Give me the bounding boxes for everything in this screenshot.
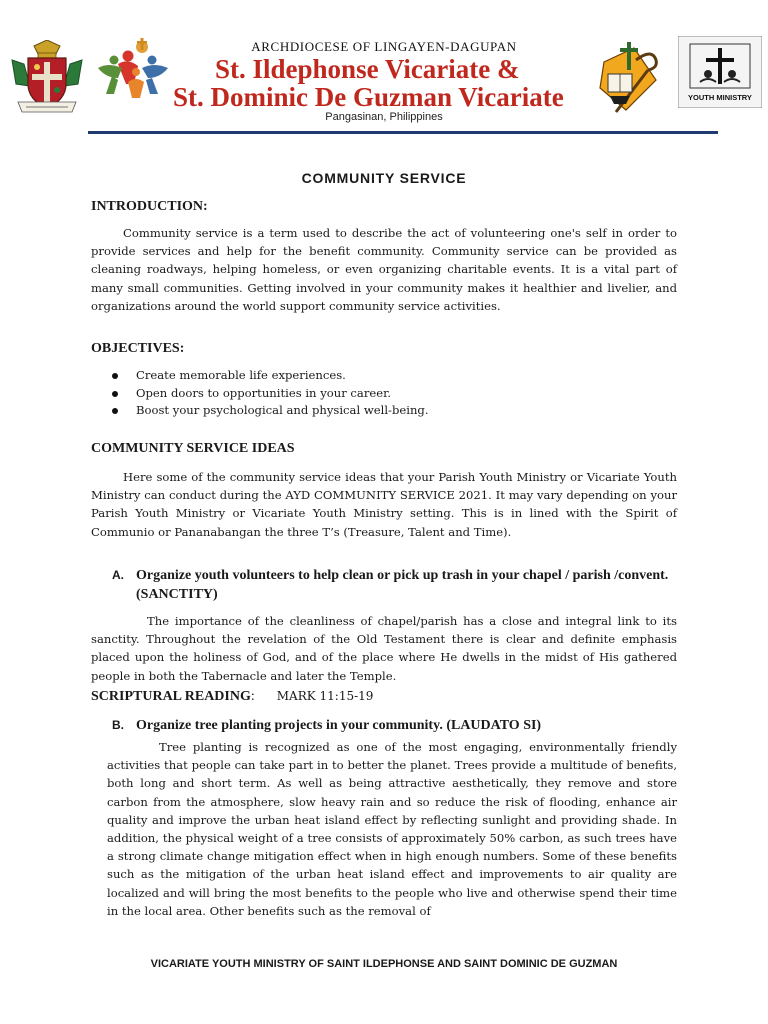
letterhead — [0, 0, 768, 135]
item-a-title — [112, 566, 672, 604]
item-a-letter: A. — [112, 568, 124, 582]
header-divider — [88, 131, 718, 134]
list-item: Create memorable life experiences. — [91, 367, 429, 385]
objectives-heading: OBJECTIVES: — [91, 341, 185, 356]
scriptural-reading-label: SCRIPTURAL READING — [91, 689, 251, 704]
introduction-paragraph — [91, 224, 677, 315]
ideas-text: Here some of the community service ideas that your Parish Youth Ministry or Vicariate Youth Ministry can conduct during the AYD COMMUNITY SERVICE 2021. It may vary depending on your Parish Youth Ministry or Vicariate Youth Ministry setting. This is in lined with the Spirit of Communio or Pananabangan the three T’s (Treasure, Talent and Time). — [91, 470, 677, 539]
item-b-title-text: Organize tree planting projects in your community. (LAUDATO SI) — [136, 718, 542, 733]
vicariate-title-line-2: St. Dominic De Guzman Vicariate — [173, 82, 564, 112]
archdiocese-name: ARCHDIOCESE OF LINGAYEN-DAGUPAN — [251, 39, 517, 54]
page-footer: VICARIATE YOUTH MINISTRY OF SAINT ILDEPHONSE AND SAINT DOMINIC DE GUZMAN — [150, 958, 618, 970]
vicariate-title-line-1: St. Ildephonse Vicariate & — [215, 54, 520, 84]
ideas-paragraph — [91, 468, 677, 541]
scriptural-reading-reference: MARK 11:15-19 — [276, 689, 374, 703]
youth-ministry-emblem-logo — [678, 36, 762, 108]
cross-crozier-logo — [596, 40, 662, 114]
introduction-heading: INTRODUCTION: — [91, 199, 208, 214]
item-a-text: The importance of the cleanliness of chapel/parish has a close and integral link to its sanctity. Throughout the revelation of the Old Testament there is clear and definite emphasis placed upon the holiness of God, and of the place where He dwells in the midst of His gathered people in both the Tabernacle and later the Temple. — [91, 614, 677, 683]
list-item: Boost your psychological and physical well-being. — [91, 402, 429, 420]
item-b-text: Tree planting is recognized as one of the most engaging, environmentally friendly activities that people can take part in to better the planet. Trees provide a multitude of benefits, both long and short term. As well as being attractive aesthetically, they remove and store carbon from the atmosphere, slow heavy rain and so reduce the risk of flooding, enhance air quality and improve the urban heat island effect by reflecting sunlight and providing shade. In addition, the physical weight of a tree consists of approximately 50% carbon, as such trees have a strong climate change mitigation effect when in high enough numbers. Some of these benefits such as the mitigation of the urban heat island effect and improvements to air quality are localized and will bring the most benefits to the people who live and otherwise spend their time in the local area. Other benefits such as the removal of — [107, 740, 677, 918]
scriptural-reading-colon: : — [250, 689, 255, 704]
emblem-caption: YOUTH MINISTRY — [688, 93, 752, 102]
objectives-list — [91, 367, 429, 420]
item-b-letter: B. — [112, 718, 124, 732]
item-a-title-text: Organize youth volunteers to help clean or pick up trash in your chapel / parish /convent. (SANCTITY) — [136, 568, 669, 602]
list-item: Open doors to opportunities in your career. — [91, 385, 429, 403]
document-title: COMMUNITY SERVICE — [301, 170, 467, 186]
scriptural-reading — [91, 689, 373, 705]
item-b-title — [112, 716, 672, 735]
introduction-text: Community service is a term used to describe the act of volunteering one's self in order to provide services and help for the benefit community. Community service can be provided as cleaning roadways, helping homeless, or even organizing charitable events. It is a vital part of many small communities. Getting involved in your community makes it healthier and livelier, and organizations around the world support community service activities. — [91, 226, 677, 313]
item-a-paragraph — [91, 612, 677, 685]
item-b-paragraph — [107, 738, 677, 920]
ideas-heading: COMMUNITY SERVICE IDEAS — [91, 441, 295, 456]
location-text: Pangasinan, Philippines — [325, 111, 443, 123]
